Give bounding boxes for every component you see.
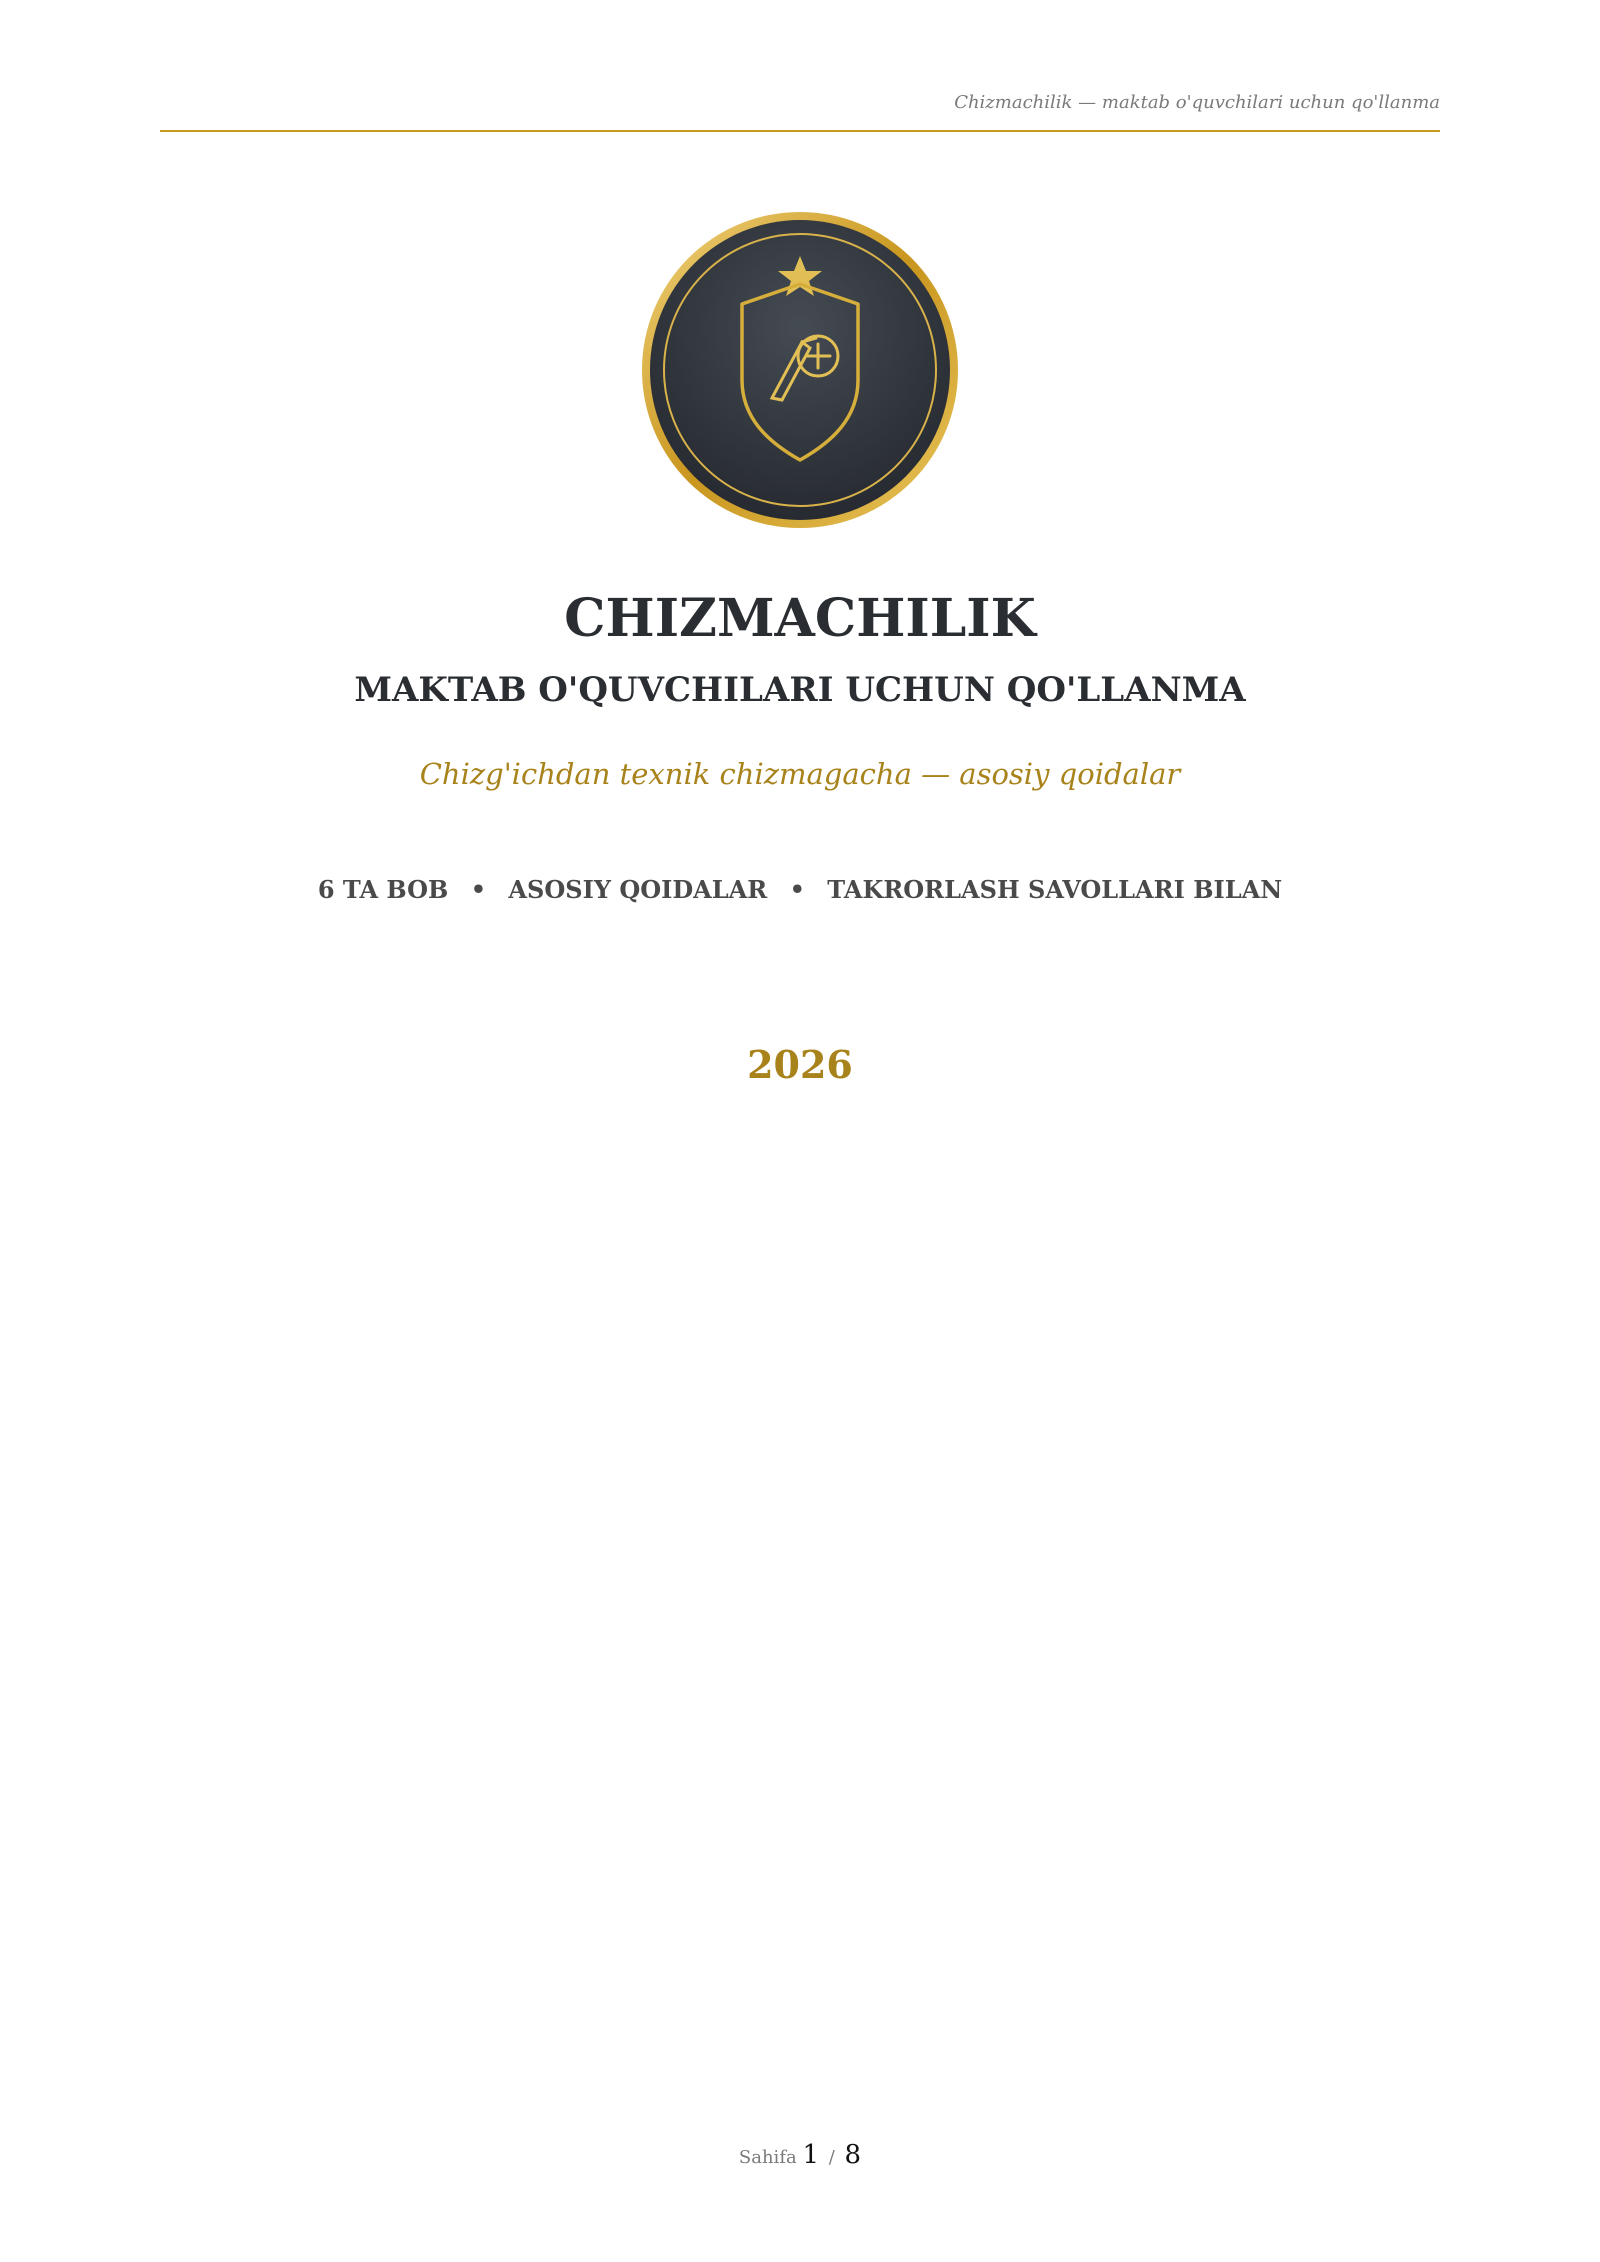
book-subtitle: MAKTAB O'QUVCHILARI UCHUN QO'LLANMA (354, 670, 1246, 710)
emblem-graphic (640, 210, 960, 530)
running-header: Chizmachilik — maktab o'quvchilari uchun qo'llanma (954, 92, 1440, 113)
feature-separator: • (470, 875, 487, 904)
feature-review-questions: TAKRORLASH SAVOLLARI BILAN (827, 875, 1283, 904)
feature-chapters: 6 TA BOB (317, 875, 449, 904)
header-divider (160, 130, 1440, 132)
page-separator: / (828, 2147, 835, 2168)
book-tagline: Chizg'ichdan texnik chizmagacha — asosiy qoidalar (419, 757, 1181, 791)
shield-compass-emblem-icon (640, 210, 960, 530)
total-pages: 8 (844, 2140, 862, 2170)
feature-separator: • (789, 875, 805, 904)
current-page-number: 1 (802, 2140, 819, 2170)
feature-rules: ASOSIY QOIDALAR (508, 875, 768, 904)
page-footer (0, 2140, 1600, 2170)
feature-list (0, 875, 1600, 904)
publication-year: 2026 (747, 1042, 853, 1087)
page-label: Sahifa (738, 2147, 797, 2168)
book-title: CHIZMACHILIK (564, 588, 1036, 649)
